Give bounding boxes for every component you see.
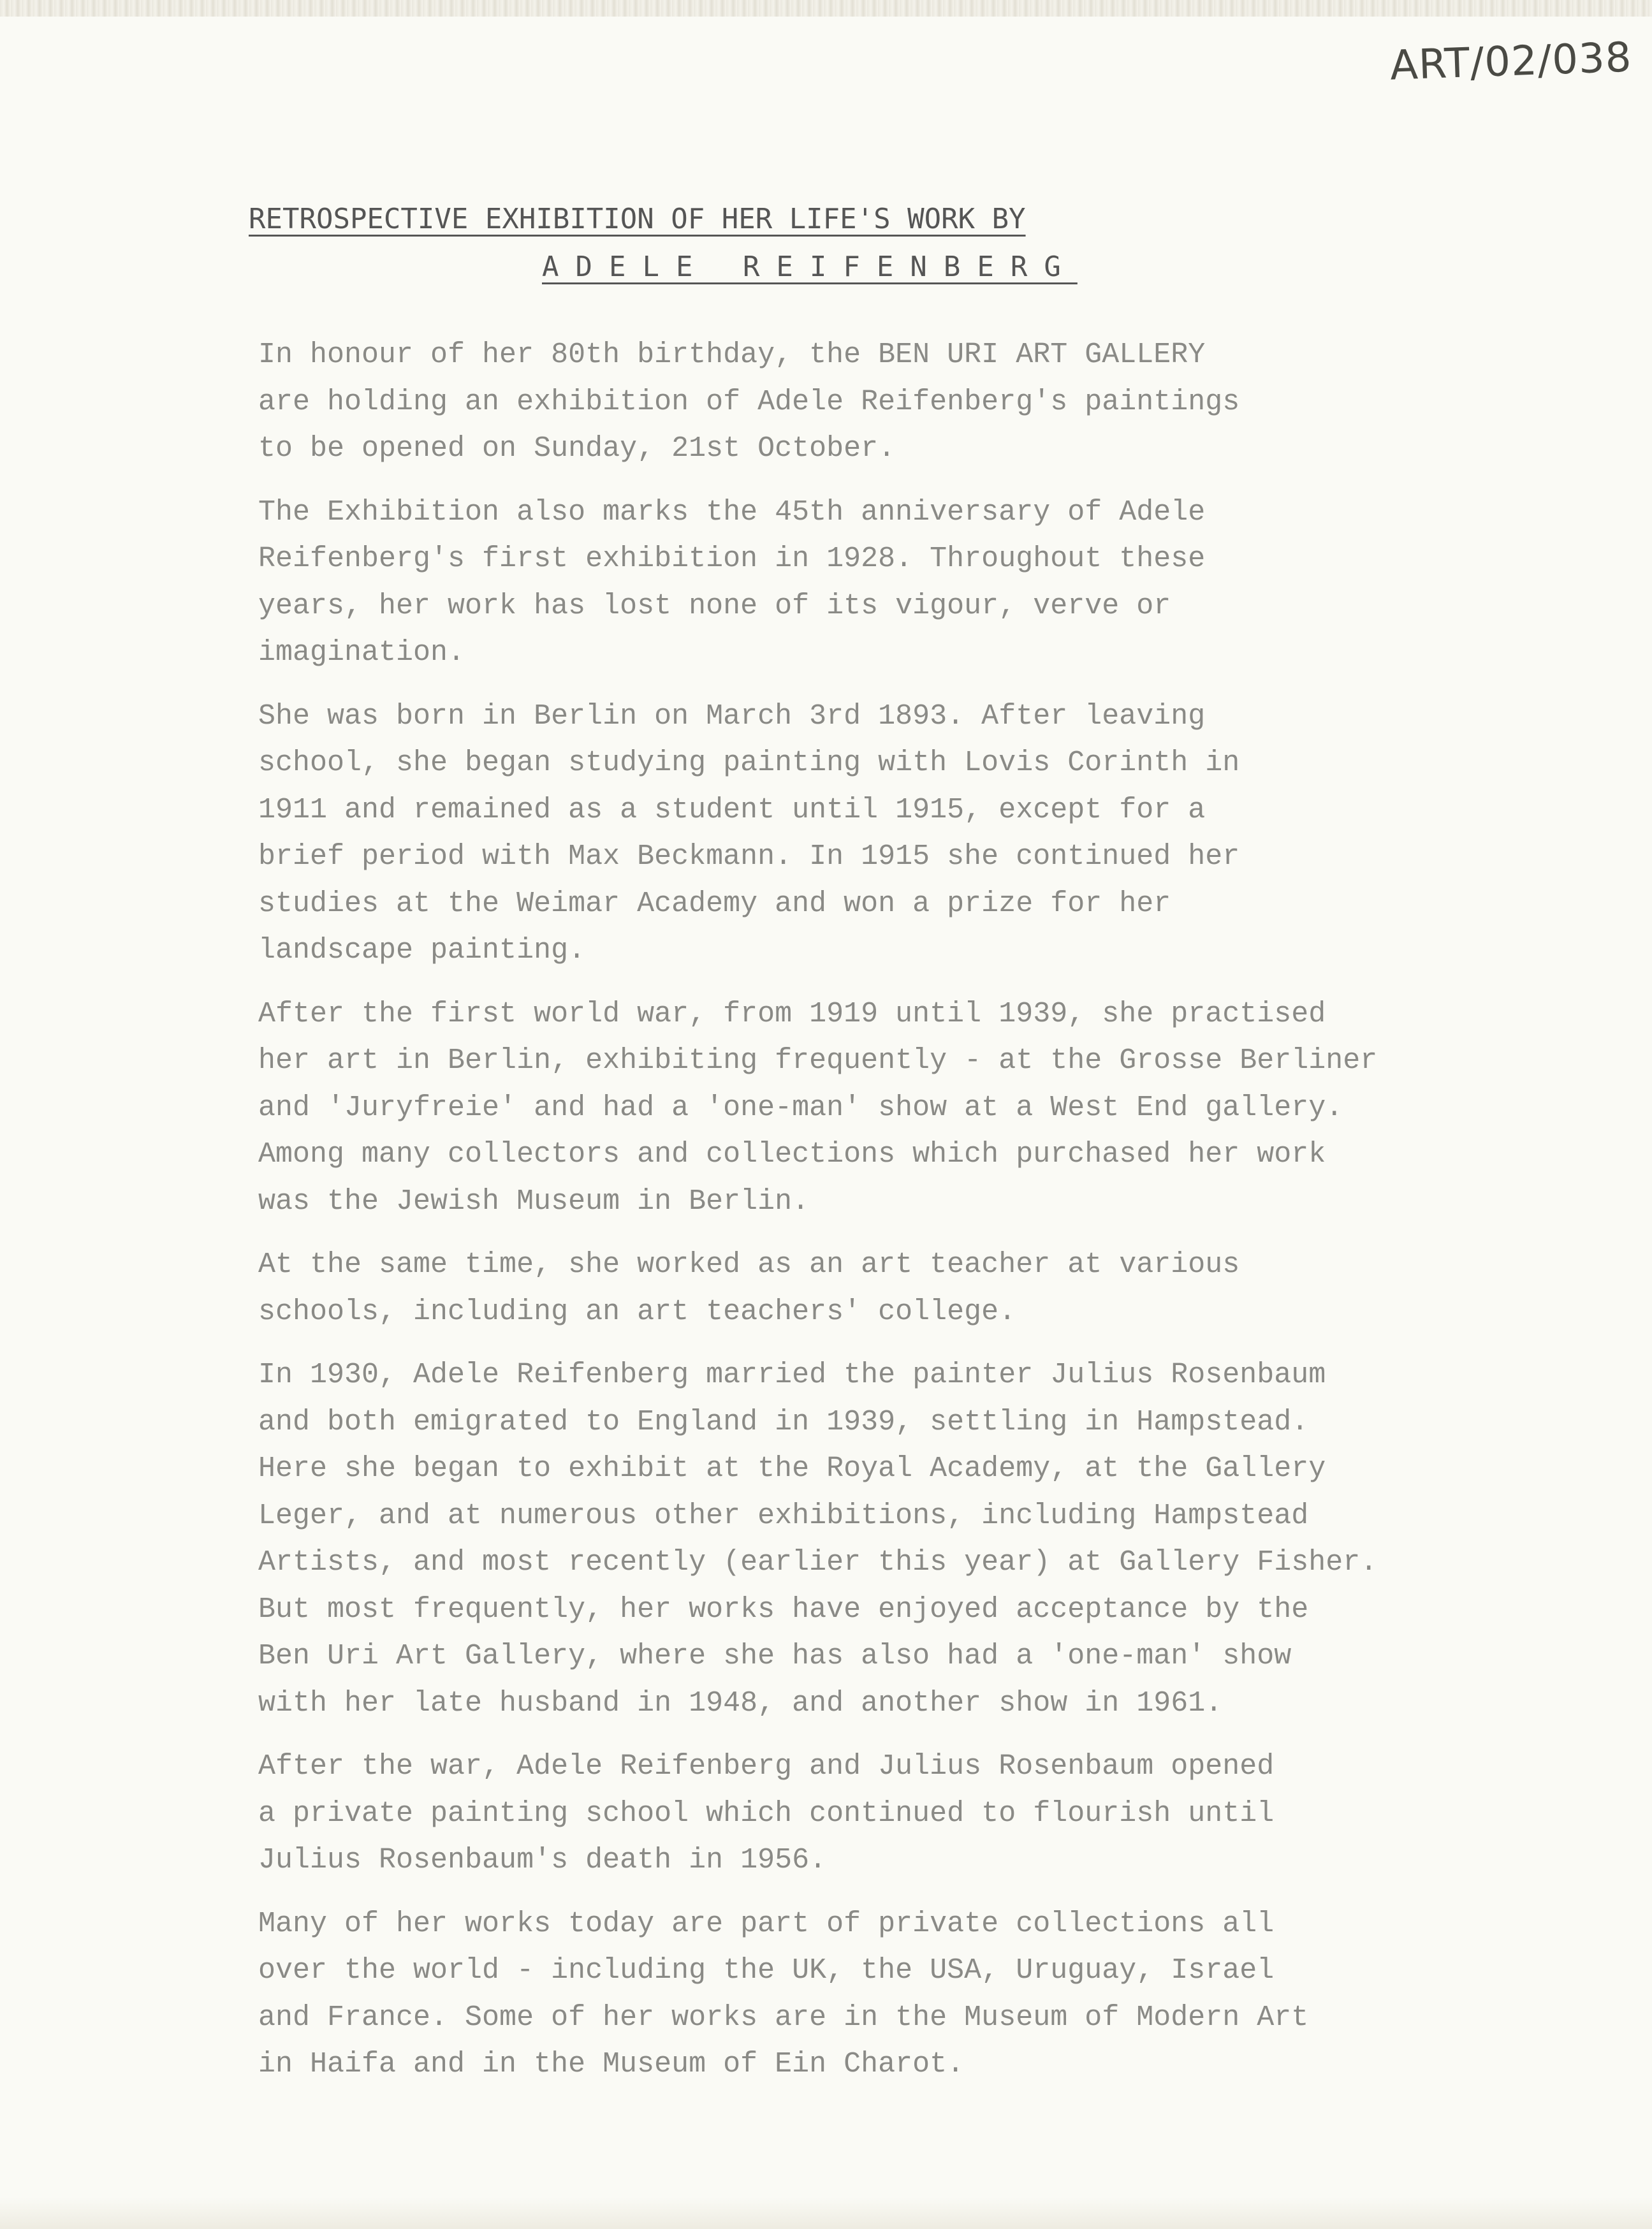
paragraph-early-life: She was born in Berlin on March 3rd 1893. After leaving school, she began studying painting with Lovis Corinth in 1911 and remained as a student until 1915, except for a brief period with Max Beckmann. In 1915 she continued her studies at the Weimar Academy and won a prize for her landscape painting. <box>258 699 1240 967</box>
document-body <box>258 332 1578 2105</box>
paper-bottom-edge <box>0 2197 1652 2229</box>
paragraph-berlin-career: After the first world war, from 1919 until 1939, she practised her art in Berlin, exhibiting frequently - at the Grosse Berliner and 'Juryfreie' and had a 'one-man' show at a West End gallery. Among many collectors and collections which purchased her work was the Jewish Museum in Berlin. <box>258 997 1378 1218</box>
paper-top-edge <box>0 0 1652 17</box>
paragraph-teaching: At the same time, she worked as an art teacher at various schools, including an art teachers' college. <box>258 1248 1240 1328</box>
paragraph-painting-school: After the war, Adele Reifenberg and Julius Rosenbaum opened a private painting school which continued to flourish until Julius Rosenbaum's death in 1956. <box>258 1750 1275 1876</box>
paragraph-anniversary: The Exhibition also marks the 45th anniversary of Adele Reifenberg's first exhibition in 1928. Throughout these years, her work has lost none of its vigour, verve or imagination. <box>258 495 1206 669</box>
paragraph-collections: Many of her works today are part of private collections all over the world - including the UK, the USA, Uruguay, Israel and France. Some of her works are in the Museum of Modern Art in Haifa and in the Museum of Ein Charot. <box>258 1907 1309 2080</box>
paragraph-birthday: In honour of her 80th birthday, the BEN URI ART GALLERY are holding an exhibition of Adele Reifenberg's paintings to be opened on Sunday, 21st October. <box>258 339 1240 465</box>
archive-reference: ART/02/038 <box>1389 34 1633 90</box>
title-line-1: RETROSPECTIVE EXHIBITION OF HER LIFE'S WORK BY <box>249 203 1026 235</box>
title-line-2: ADELE REIFENBERG <box>542 251 1078 283</box>
paragraph-england: In 1930, Adele Reifenberg married the painter Julius Rosenbaum and both emigrated to England in 1939, settling in Hampstead. Here she began to exhibit at the Royal Academy, at the Gallery Leger, and at numerous other exhibitions, including Hampstead Artists, and most recently (earlier this year) at Gallery Fisher. But most frequently, her works have enjoyed acceptance by the Ben Uri Art Gallery, where she has also had a 'one-man' show with her late husband in 1948, and another show in 1961. <box>258 1359 1378 1720</box>
